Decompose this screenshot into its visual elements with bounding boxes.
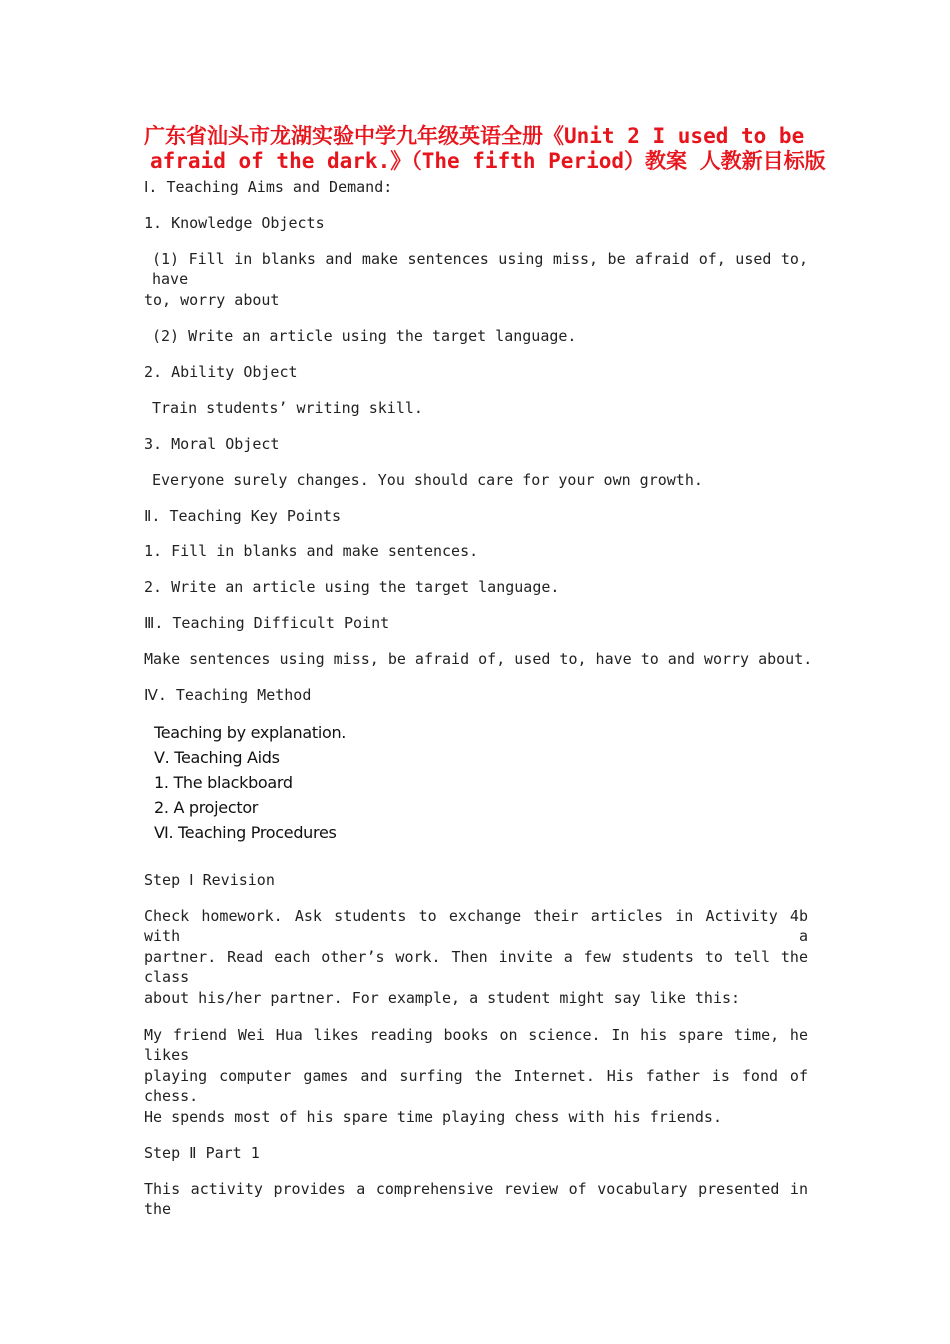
ability-object-heading: 2. Ability Object — [144, 363, 298, 381]
title-line-1: 广东省汕头市龙湖实验中学九年级英语全册《Unit 2 I used to be — [144, 124, 805, 148]
image-line-teaching-method: Teaching by explanation. — [154, 723, 347, 742]
image-line-projector: 2. A projector — [154, 798, 259, 817]
step-2-para-1-line-1: This activity provides a comprehensive review of vocabulary presented in the — [144, 1180, 808, 1218]
section-4-heading: Ⅳ. Teaching Method — [144, 686, 312, 704]
key-point-1: 1. Fill in blanks and make sentences. — [144, 542, 479, 560]
step-1-para-1-line-1: Check homework. Ask students to exchange their articles in Activity 4b with a — [144, 907, 808, 945]
document-title — [144, 124, 826, 174]
ability-object-text: Train students’ writing skill. — [152, 399, 423, 417]
step-1-para-2-line-2: playing computer games and surfing the Internet. His father is fond of chess. — [144, 1067, 808, 1105]
image-line-blackboard: 1. The blackboard — [154, 773, 293, 792]
step-1-para-1-line-2: partner. Read each other’s work. Then invite a few students to tell the class — [144, 948, 808, 986]
knowledge-item-2: (2) Write an article using the target language. — [152, 327, 577, 345]
knowledge-item-1-line-1: (1) Fill in blanks and make sentences using miss, be afraid of, used to, have — [152, 250, 808, 288]
knowledge-objects-heading: 1. Knowledge Objects — [144, 214, 325, 232]
knowledge-item-1-line-2: to, worry about — [144, 291, 280, 309]
step-1-para-1-line-3: about his/her partner. For example, a student might say like this: — [144, 989, 741, 1007]
moral-object-heading: 3. Moral Object — [144, 435, 280, 453]
step-2-heading: Step Ⅱ Part 1 — [144, 1144, 260, 1162]
step-1-para-2-line-3: He spends most of his spare time playing chess with his friends. — [144, 1108, 722, 1126]
moral-object-text: Everyone surely changes. You should care for your own growth. — [152, 471, 703, 489]
step-1-para-2-line-1: My friend Wei Hua likes reading books on science. In his spare time, he likes — [144, 1026, 808, 1064]
step-1-heading: Step Ⅰ Revision — [144, 871, 275, 889]
section-2-heading: Ⅱ. Teaching Key Points — [144, 507, 342, 525]
image-line-teaching-aids: Ⅴ. Teaching Aids — [154, 748, 280, 767]
section-3-heading: Ⅲ. Teaching Difficult Point — [144, 614, 390, 632]
difficult-point-text: Make sentences using miss, be afraid of, used to, have to and worry about. — [144, 650, 813, 668]
key-point-2: 2. Write an article using the target language. — [144, 578, 560, 596]
title-line-2: afraid of the dark.》（The fifth Period）教案 人教新目标版 — [150, 149, 826, 173]
section-1-heading: Ⅰ. Teaching Aims and Demand: — [144, 178, 393, 196]
embedded-text-image — [154, 720, 346, 845]
image-line-procedures: Ⅵ. Teaching Procedures — [154, 823, 337, 842]
